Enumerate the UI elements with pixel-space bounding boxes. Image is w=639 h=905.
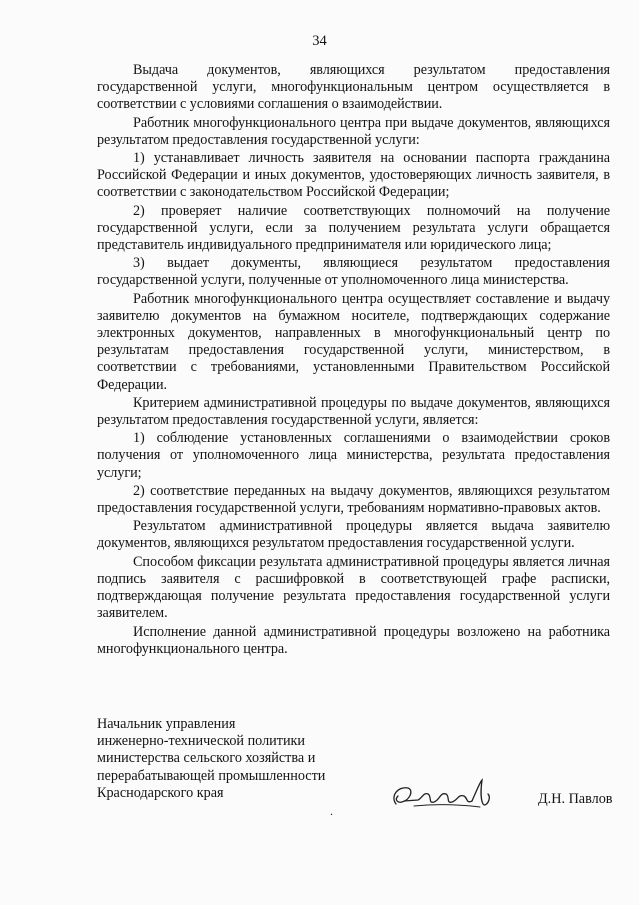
paragraph: Критерием административной процедуры по выдаче документов, являющихся результатом предоставления государственной услуги, является: [97, 394, 610, 429]
signatory-title-line: Краснодарского края [97, 784, 224, 801]
paragraph: 2) соответствие переданных на выдачу документов, являющихся результатом предоставления государственной услуги, требованиям нормативно-правовых актов. [97, 482, 610, 517]
paragraph: 1) соблюдение установленных соглашениями о взаимодействии сроков получения от уполномоченного лица министерства, результата предоставления услуги; [97, 430, 610, 481]
dot-mark: . [330, 804, 333, 818]
paragraph: Работник многофункционального центра при выдаче документов, являющихся результатом предоставления государственной услуги: [97, 114, 610, 148]
signatory-title [97, 716, 377, 802]
paragraph: 1) устанавливает личность заявителя на основании паспорта гражданина Российской Федерации и иных документов, удостоверяющих личность заявителя, в соответствии с законодательством Российской Федерации; [97, 150, 610, 201]
signatory-title-line: Начальник управления [97, 716, 236, 732]
handwritten-signature [384, 774, 504, 816]
paragraph: 2) проверяет наличие соответствующих полномочий на получение государственной услуги, если за получением результата услуги обращается представитель индивидуального предпринимателя или юридического лица; [97, 202, 610, 254]
signatory-title-line: перерабатывающей промышленности [97, 767, 326, 784]
paragraph: Работник многофункционального центра осуществляет составление и выдачу заявителю документов на бумажном носителе, подтверждающих содержание электронных документов, направленных в многофункциональный центр по результатам предоставления государственной услуги, министерством, в соответствии с требованиями, установленными Правительством Российской Федерации. [97, 290, 610, 393]
page-number: 34 [312, 33, 327, 49]
paragraph: Результатом административной процедуры является выдача заявителю документов, являющихся результатом предоставления государственной услуги. [97, 518, 610, 552]
signer-name: Д.Н. Павлов [538, 791, 613, 807]
paragraph: Исполнение данной административной процедуры возложено на работника многофункционального центра. [97, 623, 610, 657]
paragraph: 3) выдает документы, являющиеся результатом предоставления государственной услуги, полученные от уполномоченного лица министерства. [97, 255, 610, 289]
paragraph: Выдача документов, являющихся результатом предоставления государственной услуги, многофункциональным центром осуществляется в соответствии с условиями соглашения о взаимодействии. [97, 62, 610, 113]
body-text [97, 62, 610, 659]
signatory-title-line: инженерно-технической политики [97, 733, 306, 750]
signatory-title-line: министерства сельского хозяйства и [97, 750, 316, 767]
paragraph: Способом фиксации результата административной процедуры является личная подпись заявителя с расшифровкой в соответствующей графе расписки, подтверждающая получение результата предоставления государственной услуги заявителем. [97, 553, 610, 622]
